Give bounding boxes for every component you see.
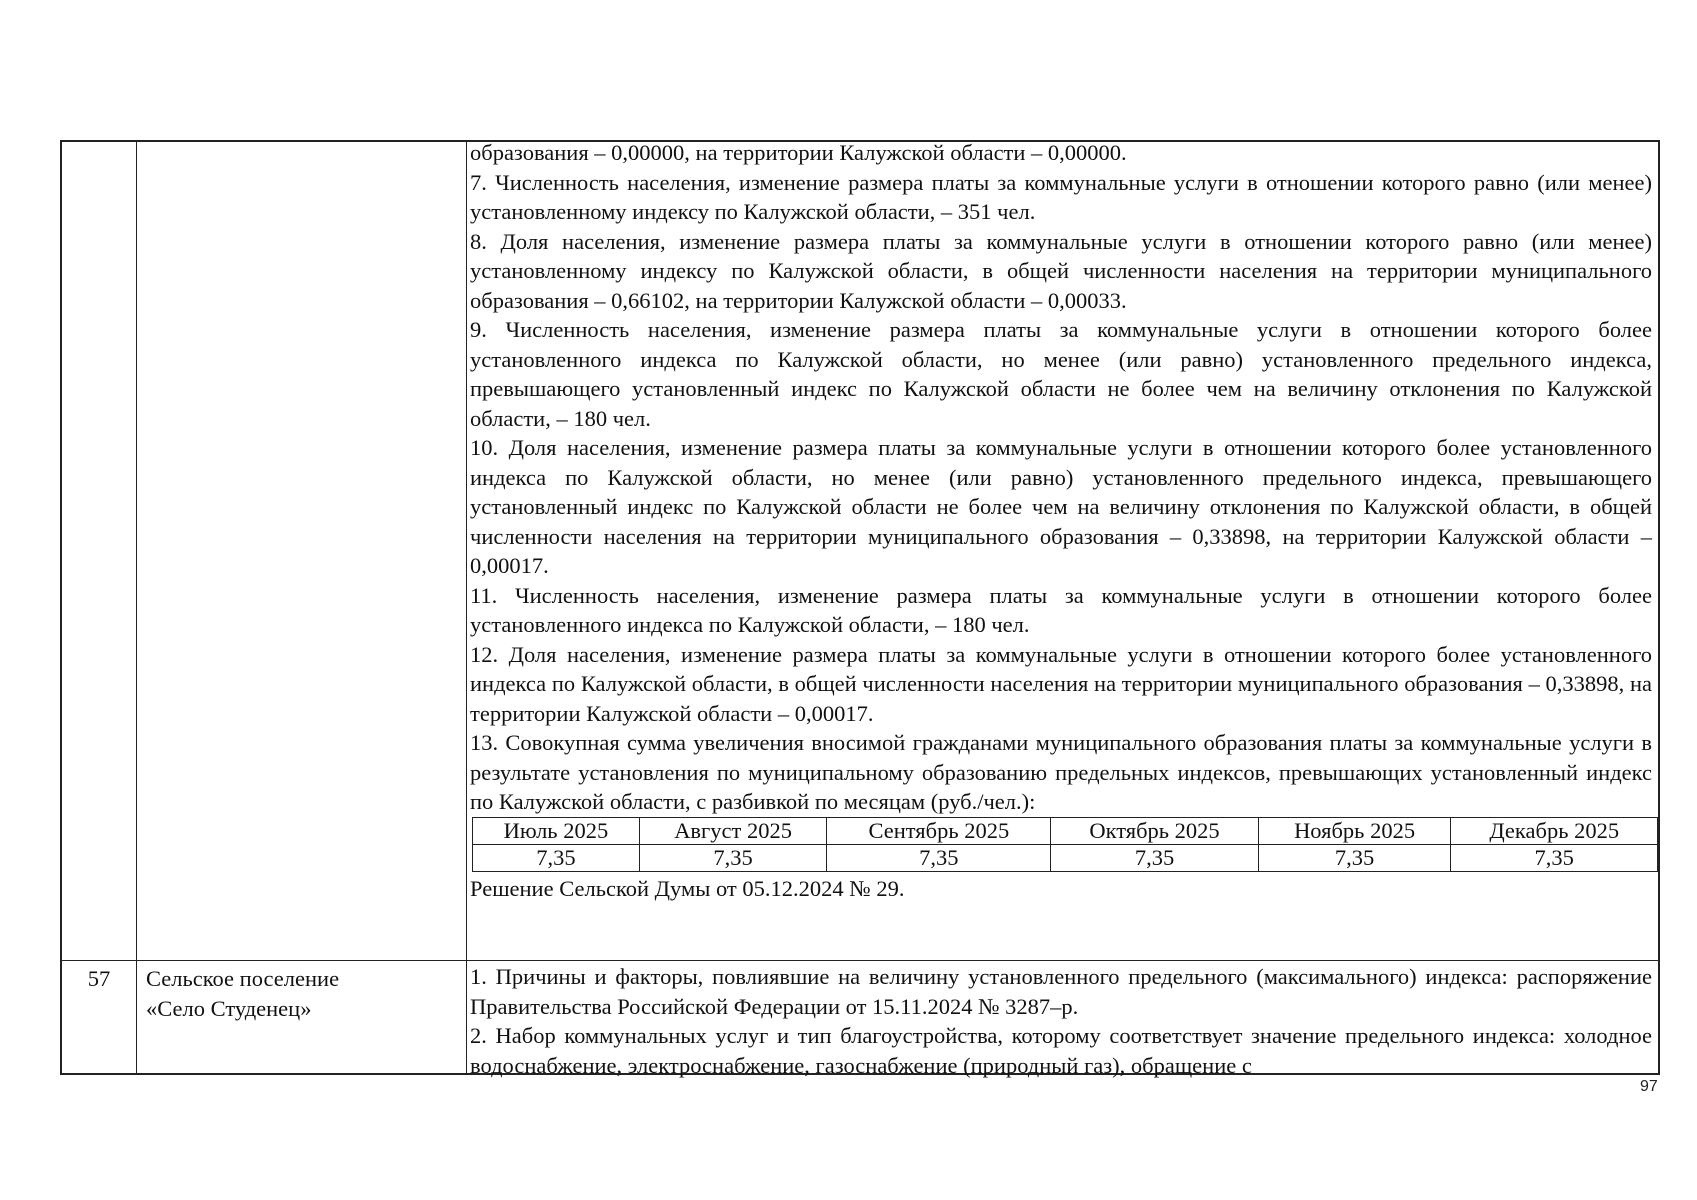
settlement-name-line: Сельское поселение: [146, 966, 340, 991]
table-row: [473, 844, 1658, 871]
settlement-name: [146, 964, 462, 1023]
paragraph: 2. Набор коммунальных услуг и тип благоустройства, которому соответствует значение предельного индекса: холодное водоснабжение, электроснабжение, газоснабжение (природный газ), обращение с: [470, 1023, 1652, 1078]
row-divider: [62, 960, 1658, 961]
month-header: Ноябрь 2025: [1258, 817, 1451, 844]
paragraph: 7. Численность населения, изменение размера платы за коммунальные услуги в отношении которого равно (или менее) установленному индексу по Калужской области, – 351 чел.: [470, 169, 1652, 224]
month-header: Июль 2025: [473, 817, 640, 844]
month-value: 7,35: [473, 844, 640, 871]
month-value: 7,35: [1258, 844, 1451, 871]
paragraph: 10. Доля населения, изменение размера платы за коммунальные услуги в отношении которого более установленного индекса по Калужской области, но менее (или равно) установленного предельного индекса, превышающего установленный индекс по Калужской области не более чем на величину отклонения по Калужской области, в общей численности населения на территории муниципального образования – 0,33898, на территории Калужской области – 0,00017.: [470, 435, 1652, 578]
column-divider: [466, 142, 467, 1073]
paragraph: 9. Численность населения, изменение размера платы за коммунальные услуги в отношении которого более установленного индекса по Калужской области, но менее (или равно) установленного предельного индекса, превышающего установленный индекс по Калужской области не более чем на величину отклонения по Калужской области, – 180 чел.: [470, 317, 1652, 431]
month-header: Август 2025: [639, 817, 827, 844]
page-number: 97: [1640, 1078, 1658, 1095]
month-value: 7,35: [1451, 844, 1658, 871]
previous-row-content: [470, 138, 1652, 903]
paragraph: 13. Совокупная сумма увеличения вносимой гражданами муниципального образования платы за коммунальные услуги в результате установления по муниципальному образованию предельных индексов, превышающих установленный индекс по Калужской области, с разбивкой по месяцам (руб./чел.):: [470, 730, 1652, 814]
decision-text: Решение Сельской Думы от 05.12.2024 № 29.: [470, 875, 905, 901]
row-57-content: [470, 962, 1652, 1080]
paragraph: 1. Причины и факторы, повлиявшие на величину установленного предельного (максимального) индекса: распоряжение Правительства Российской Федерации от 15.11.2024 № 3287–р.: [470, 964, 1652, 1019]
month-value: 7,35: [827, 844, 1051, 871]
month-value: 7,35: [639, 844, 827, 871]
paragraph: 11. Численность населения, изменение размера платы за коммунальные услуги в отношении которого более установленного индекса по Калужской области, – 180 чел.: [470, 582, 1652, 637]
paragraph: 8. Доля населения, изменение размера платы за коммунальные услуги в отношении которого равно (или менее) установленному индексу по Калужской области, в общей численности населения на территории муниципального образования – 0,66102, на территории Калужской области – 0,00033.: [470, 228, 1652, 313]
table-header-row: [473, 817, 1658, 844]
month-header: Сентябрь 2025: [827, 817, 1051, 844]
paragraph: 12. Доля населения, изменение размера платы за коммунальные услуги в отношении которого более установленного индекса по Калужской области, в общей численности населения на территории муниципального образования – 0,33898, на территории Калужской области – 0,00017.: [470, 641, 1652, 726]
row-number: 57: [87, 966, 111, 991]
month-header: Октябрь 2025: [1051, 817, 1258, 844]
paragraph: образования – 0,00000, на территории Калужской области – 0,00000.: [470, 140, 1127, 165]
settlement-name-line: «Село Студенец»: [146, 995, 312, 1021]
municipal-index-table: [60, 140, 1660, 1078]
column-divider: [136, 142, 137, 1073]
monthly-increase-table: [472, 817, 1658, 872]
month-header: Декабрь 2025: [1451, 817, 1658, 844]
month-value: 7,35: [1051, 844, 1258, 871]
